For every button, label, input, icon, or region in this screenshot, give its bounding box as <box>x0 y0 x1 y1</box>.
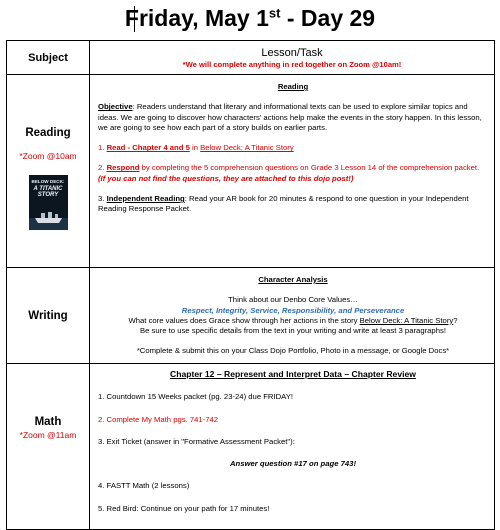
item-number: 1. <box>98 143 107 153</box>
reading-item-2 <box>98 163 488 184</box>
reading-item-1-mid: in <box>189 143 201 153</box>
header-lesson: Lesson/Task <box>261 46 323 59</box>
math-zoom-time: *Zoom @11am <box>19 430 77 440</box>
book-cover-line2: A TITANIC STORY <box>33 186 63 199</box>
reading-item-3 <box>98 194 488 215</box>
reading-item-1 <box>98 143 488 153</box>
header-subject-cell <box>7 41 90 75</box>
writing-line-3-book: Below Deck: A Titanic Story <box>359 315 454 325</box>
reading-subject: Reading <box>25 127 71 139</box>
book-cover-line1: BELOW DECK: <box>31 179 65 184</box>
objective-text: : Readers understand that literary and informational texts can be used to explore similar topics and ideas. We are going to discover how characters' actions help make the events in the story happen. In this lesson, we are going to see how each part of a story builds on earlier parts. <box>98 102 482 132</box>
item-number: 2. <box>98 163 107 173</box>
header-zoom-note: *We will complete anything in red together on Zoom @10am! <box>182 59 402 69</box>
writing-row <box>7 268 495 364</box>
reading-row <box>7 75 495 268</box>
reading-item-2-note: (If you can not find the questions, they are attached to this dojo post!) <box>98 173 354 183</box>
header-lesson-cell <box>90 41 495 75</box>
writing-subject: Writing <box>28 309 68 322</box>
reading-item-1-book: Below Deck: A Titanic Story <box>200 143 294 153</box>
reading-item-2-label: Respond <box>106 163 140 173</box>
math-task-cell <box>90 364 495 530</box>
reading-item-1-label: Read - Chapter 4 and 5 <box>106 143 190 153</box>
math-subject: Math <box>34 416 62 428</box>
ship-icon <box>29 200 68 230</box>
writing-line-4: Be sure to use specific details from the text in your writing and write at least 3 paragraphs! <box>140 326 446 336</box>
writing-line-3 <box>98 316 488 326</box>
math-answer-note: Answer question #17 on page 743! <box>229 459 357 469</box>
book-cover-image <box>29 175 68 230</box>
math-item-4: 4. FASTT Math (2 lessons) <box>98 481 190 491</box>
schedule-table <box>6 40 495 530</box>
math-row <box>7 364 495 530</box>
reading-item-2-text: by completing the 5 comprehension questions on Grade 3 Lesson 14 of the comprehension packet. <box>139 163 480 173</box>
writing-line-5: *Complete & submit this on your Class Dojo Portfolio, Photo in a message, or Google Docs* <box>136 346 450 356</box>
writing-subject-cell <box>7 268 90 364</box>
math-item-5: 5. Red Bird: Continue on your path for 17 minutes! <box>98 503 270 513</box>
writing-heading: Character Analysis <box>258 275 328 284</box>
title-suffix: st <box>268 5 281 21</box>
reading-item-3-text: : Read your AR book for 20 minutes & respond to one question in your Independent Reading Response Packet. <box>98 194 469 214</box>
header-row <box>7 41 495 75</box>
page-title <box>0 4 500 32</box>
core-values: Respect, Integrity, Service, Responsibility, and Perseverance <box>181 305 405 315</box>
item-number: 3. <box>98 194 107 204</box>
writing-task-cell <box>90 268 495 364</box>
reading-item-3-label: Independent Reading <box>106 194 185 204</box>
reading-objective <box>98 102 488 133</box>
reading-subject-cell <box>7 75 90 268</box>
title-day: - Day 29 <box>280 5 376 31</box>
header-subject: Subject <box>28 51 68 64</box>
reading-zoom-time: *Zoom @10am <box>19 151 77 161</box>
math-item-1: 1. Countdown 15 Weeks packet (pg. 23-24) due FRIDAY! <box>98 392 293 402</box>
writing-line-3-text: What core values does Grace show through her actions in the story <box>128 315 360 325</box>
math-subject-cell <box>7 364 90 530</box>
reading-task-cell <box>90 75 495 268</box>
math-item-2: 2. Complete My Math pgs. 741-742 <box>98 414 219 424</box>
math-item-3: 3. Exit Ticket (answer in "Formative Assessment Packet"): <box>98 436 295 446</box>
title-main: Friday, May 1 <box>124 5 269 31</box>
math-heading: Chapter 12 – Represent and Interpret Data – Chapter Review <box>170 369 416 379</box>
objective-label: Objective <box>98 102 133 112</box>
writing-line-3-end: ? <box>453 315 458 325</box>
writing-line-1: Think about our Denbo Core Values… <box>228 295 358 305</box>
reading-heading: Reading <box>277 82 309 91</box>
